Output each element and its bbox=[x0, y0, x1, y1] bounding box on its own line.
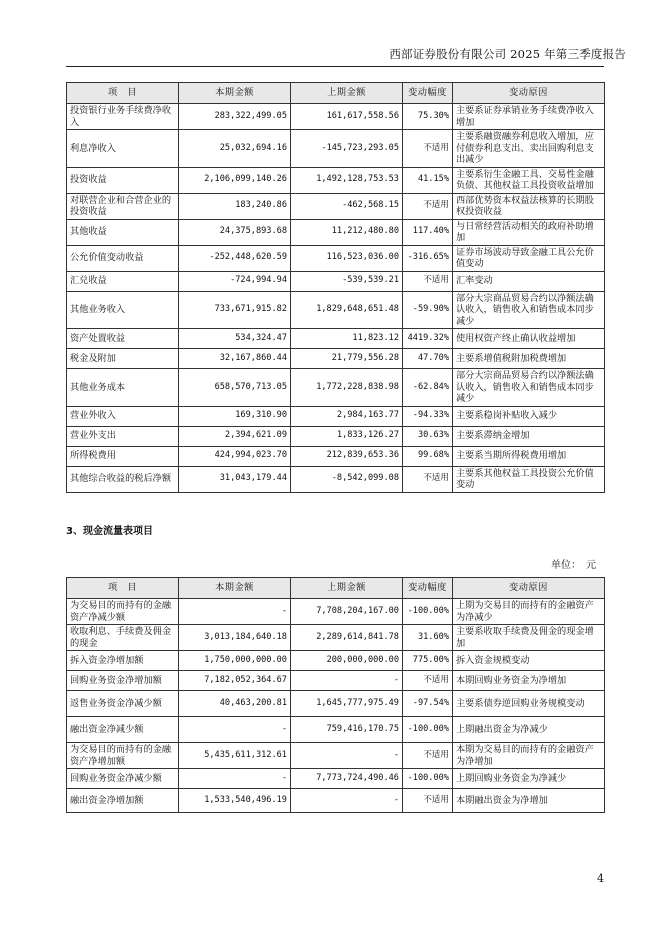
row-current-amount: 169,310.90 bbox=[179, 406, 291, 426]
row-current-amount: 424,994,023.70 bbox=[179, 446, 291, 466]
row-item: 为交易目的而持有的金融资产净增加额 bbox=[67, 743, 179, 769]
row-change-pct: 不适用 bbox=[403, 466, 453, 492]
unit-label: 单位： 元 bbox=[551, 560, 596, 571]
row-reason: 主要系稳岗补贴收入减少 bbox=[453, 406, 605, 426]
row-reason: 汇率变动 bbox=[453, 271, 605, 291]
row-change-pct: -100.00% bbox=[403, 717, 453, 743]
row-item: 返售业务资金净减少额 bbox=[67, 691, 179, 717]
row-prior-amount: 7,773,724,490.46 bbox=[291, 769, 403, 789]
cash-flow-table bbox=[66, 577, 605, 813]
row-reason: 拆入资金规模变动 bbox=[453, 651, 605, 671]
row-item: 所得税费用 bbox=[67, 446, 179, 466]
row-change-pct: 41.15% bbox=[403, 167, 453, 193]
table-row bbox=[67, 349, 605, 369]
table-row bbox=[67, 329, 605, 349]
row-prior-amount: 1,829,648,651.48 bbox=[291, 291, 403, 329]
income-statement-table bbox=[66, 82, 605, 493]
row-current-amount: 5,435,611,312.61 bbox=[179, 743, 291, 769]
row-item: 其他业务成本 bbox=[67, 369, 179, 407]
row-current-amount: 2,106,099,140.26 bbox=[179, 167, 291, 193]
row-reason: 上期融出资金为净减少 bbox=[453, 717, 605, 743]
row-reason: 主要系其他权益工具投资公允价值变动 bbox=[453, 466, 605, 492]
row-reason: 西部优势资本权益法核算的长期股权投资收益 bbox=[453, 193, 605, 219]
row-change-pct: 31.60% bbox=[403, 625, 453, 651]
col-header-reason: 变动原因 bbox=[453, 578, 605, 599]
row-change-pct: 47.70% bbox=[403, 349, 453, 369]
row-current-amount: 31,043,179.44 bbox=[179, 466, 291, 492]
col-header-current: 本期金额 bbox=[179, 83, 291, 104]
row-item: 利息净收入 bbox=[67, 130, 179, 168]
table-row bbox=[67, 369, 605, 407]
table-row bbox=[67, 446, 605, 466]
row-change-pct: -94.33% bbox=[403, 406, 453, 426]
row-change-pct: 不适用 bbox=[403, 193, 453, 219]
table-row bbox=[67, 426, 605, 446]
row-item: 投资收益 bbox=[67, 167, 179, 193]
section-title: 3、现金流量表项目 bbox=[66, 526, 153, 537]
row-change-pct: 不适用 bbox=[403, 671, 453, 691]
row-item: 资产处置收益 bbox=[67, 329, 179, 349]
row-current-amount: 534,324.47 bbox=[179, 329, 291, 349]
col-header-current: 本期金额 bbox=[179, 578, 291, 599]
row-current-amount: 733,671,915.82 bbox=[179, 291, 291, 329]
row-current-amount: 24,375,893.68 bbox=[179, 219, 291, 245]
row-item: 拆入资金净增加额 bbox=[67, 651, 179, 671]
row-change-pct: 775.00% bbox=[403, 651, 453, 671]
row-item: 融出资金净减少额 bbox=[67, 717, 179, 743]
row-current-amount: - bbox=[179, 717, 291, 743]
table-row bbox=[67, 671, 605, 691]
row-current-amount: 283,322,499.05 bbox=[179, 104, 291, 130]
row-prior-amount: -8,542,099.08 bbox=[291, 466, 403, 492]
row-item: 其他业务收入 bbox=[67, 291, 179, 329]
row-item: 融出资金净增加额 bbox=[67, 789, 179, 813]
row-item: 回购业务资金净增加额 bbox=[67, 671, 179, 691]
row-current-amount: -724,994.94 bbox=[179, 271, 291, 291]
row-prior-amount: 212,839,653.36 bbox=[291, 446, 403, 466]
row-reason: 部分大宗商品贸易合约以净额法确认收入，销售收入和销售成本同步减少 bbox=[453, 369, 605, 407]
row-item: 为交易目的而持有的金融资产净减少额 bbox=[67, 599, 179, 625]
row-item: 公允价值变动收益 bbox=[67, 245, 179, 271]
row-prior-amount: 161,617,558.56 bbox=[291, 104, 403, 130]
row-reason: 主要系收取手续费及佣金的现金增加 bbox=[453, 625, 605, 651]
row-current-amount: 1,750,000,000.00 bbox=[179, 651, 291, 671]
row-prior-amount: 2,289,614,841.78 bbox=[291, 625, 403, 651]
row-prior-amount: 11,212,480.80 bbox=[291, 219, 403, 245]
row-item: 税金及附加 bbox=[67, 349, 179, 369]
col-header-prior: 上期金额 bbox=[291, 83, 403, 104]
row-current-amount: 7,182,052,364.67 bbox=[179, 671, 291, 691]
row-reason: 主要系当期所得税费用增加 bbox=[453, 446, 605, 466]
row-current-amount: 32,167,860.44 bbox=[179, 349, 291, 369]
row-change-pct: 75.30% bbox=[403, 104, 453, 130]
row-prior-amount: 2,984,163.77 bbox=[291, 406, 403, 426]
row-reason: 主要系滞纳金增加 bbox=[453, 426, 605, 446]
table-header-row bbox=[67, 83, 605, 104]
row-prior-amount: 1,772,228,838.98 bbox=[291, 369, 403, 407]
row-change-pct: -100.00% bbox=[403, 599, 453, 625]
row-change-pct: 不适用 bbox=[403, 130, 453, 168]
row-reason: 证券市场波动导致金融工具公允价值变动 bbox=[453, 245, 605, 271]
col-header-change: 变动幅度 bbox=[403, 83, 453, 104]
row-reason: 本期为交易目的而持有的金融资产为净增加 bbox=[453, 743, 605, 769]
table-header-row bbox=[67, 578, 605, 599]
row-reason: 主要系增值税附加税费增加 bbox=[453, 349, 605, 369]
row-change-pct: 30.63% bbox=[403, 426, 453, 446]
row-change-pct: 4419.32% bbox=[403, 329, 453, 349]
row-current-amount: - bbox=[179, 769, 291, 789]
row-item: 其他收益 bbox=[67, 219, 179, 245]
col-header-item: 项 目 bbox=[67, 83, 179, 104]
row-reason: 使用权资产终止确认收益增加 bbox=[453, 329, 605, 349]
col-header-item: 项 目 bbox=[67, 578, 179, 599]
row-change-pct: -62.84% bbox=[403, 369, 453, 407]
row-change-pct: 不适用 bbox=[403, 789, 453, 813]
table-row bbox=[67, 651, 605, 671]
table-row bbox=[67, 219, 605, 245]
row-current-amount: 25,032,694.16 bbox=[179, 130, 291, 168]
row-current-amount: 40,463,200.81 bbox=[179, 691, 291, 717]
table-row bbox=[67, 130, 605, 168]
row-item: 对联营企业和合营企业的投资收益 bbox=[67, 193, 179, 219]
row-prior-amount: 21,779,556.28 bbox=[291, 349, 403, 369]
row-item: 营业外收入 bbox=[67, 406, 179, 426]
row-reason: 主要系衍生金融工具、交易性金融负债、其他权益工具投资收益增加 bbox=[453, 167, 605, 193]
table-row bbox=[67, 789, 605, 813]
table-row bbox=[67, 291, 605, 329]
row-prior-amount: 759,416,170.75 bbox=[291, 717, 403, 743]
row-prior-amount: 7,708,204,167.00 bbox=[291, 599, 403, 625]
page-number: 4 bbox=[597, 872, 604, 885]
row-prior-amount: -462,568.15 bbox=[291, 193, 403, 219]
row-reason: 部分大宗商品贸易合约以净额法确认收入，销售收入和销售成本同步减少 bbox=[453, 291, 605, 329]
row-item: 营业外支出 bbox=[67, 426, 179, 446]
row-prior-amount: 1,833,126.27 bbox=[291, 426, 403, 446]
row-prior-amount: -145,723,293.05 bbox=[291, 130, 403, 168]
row-item: 投资银行业务手续费净收入 bbox=[67, 104, 179, 130]
row-change-pct: 不适用 bbox=[403, 271, 453, 291]
col-header-change: 变动幅度 bbox=[403, 578, 453, 599]
table-row bbox=[67, 743, 605, 769]
row-current-amount: 183,240.86 bbox=[179, 193, 291, 219]
table-row bbox=[67, 193, 605, 219]
row-prior-amount: - bbox=[291, 743, 403, 769]
report-header: 西部证券股份有限公司 2025 年第三季度报告 bbox=[389, 47, 626, 61]
row-prior-amount: -539,539.21 bbox=[291, 271, 403, 291]
row-item: 回购业务资金净减少额 bbox=[67, 769, 179, 789]
row-reason: 本期回购业务资金为净增加 bbox=[453, 671, 605, 691]
row-change-pct: -59.90% bbox=[403, 291, 453, 329]
row-current-amount: 2,394,621.09 bbox=[179, 426, 291, 446]
row-current-amount: 658,570,713.05 bbox=[179, 369, 291, 407]
row-reason: 主要系债券逆回购业务规模变动 bbox=[453, 691, 605, 717]
col-header-prior: 上期金额 bbox=[291, 578, 403, 599]
row-reason: 上期为交易目的而持有的金融资产为净减少 bbox=[453, 599, 605, 625]
row-current-amount: - bbox=[179, 599, 291, 625]
col-header-reason: 变动原因 bbox=[453, 83, 605, 104]
table-row bbox=[67, 104, 605, 130]
row-prior-amount: - bbox=[291, 671, 403, 691]
table-row bbox=[67, 599, 605, 625]
row-prior-amount: 11,823.12 bbox=[291, 329, 403, 349]
row-reason: 主要系融资融券利息收入增加，应付债券利息支出、卖出回购利息支出减少 bbox=[453, 130, 605, 168]
row-change-pct: -97.54% bbox=[403, 691, 453, 717]
row-prior-amount: 1,492,128,753.53 bbox=[291, 167, 403, 193]
row-current-amount: -252,448,620.59 bbox=[179, 245, 291, 271]
row-prior-amount: 1,645,777,975.49 bbox=[291, 691, 403, 717]
table-row bbox=[67, 717, 605, 743]
row-reason: 本期融出资金为净增加 bbox=[453, 789, 605, 813]
row-change-pct: -316.65% bbox=[403, 245, 453, 271]
row-reason: 主要系证券承销业务手续费净收入增加 bbox=[453, 104, 605, 130]
row-reason: 与日常经营活动相关的政府补助增加 bbox=[453, 219, 605, 245]
table-row bbox=[67, 769, 605, 789]
row-prior-amount: - bbox=[291, 789, 403, 813]
row-item: 其他综合收益的税后净额 bbox=[67, 466, 179, 492]
header-rule bbox=[66, 66, 604, 67]
row-current-amount: 1,533,540,496.19 bbox=[179, 789, 291, 813]
table-row bbox=[67, 691, 605, 717]
table-row bbox=[67, 466, 605, 492]
row-current-amount: 3,013,184,640.18 bbox=[179, 625, 291, 651]
table-row bbox=[67, 406, 605, 426]
row-item: 汇兑收益 bbox=[67, 271, 179, 291]
table-row bbox=[67, 245, 605, 271]
row-prior-amount: 116,523,036.00 bbox=[291, 245, 403, 271]
row-prior-amount: 200,000,000.00 bbox=[291, 651, 403, 671]
row-change-pct: 99.68% bbox=[403, 446, 453, 466]
table-row bbox=[67, 167, 605, 193]
row-item: 收取利息、手续费及佣金的现金 bbox=[67, 625, 179, 651]
row-reason: 上期回购业务资金为净减少 bbox=[453, 769, 605, 789]
table-row bbox=[67, 625, 605, 651]
row-change-pct: -100.00% bbox=[403, 769, 453, 789]
row-change-pct: 117.40% bbox=[403, 219, 453, 245]
row-change-pct: 不适用 bbox=[403, 743, 453, 769]
table-row bbox=[67, 271, 605, 291]
